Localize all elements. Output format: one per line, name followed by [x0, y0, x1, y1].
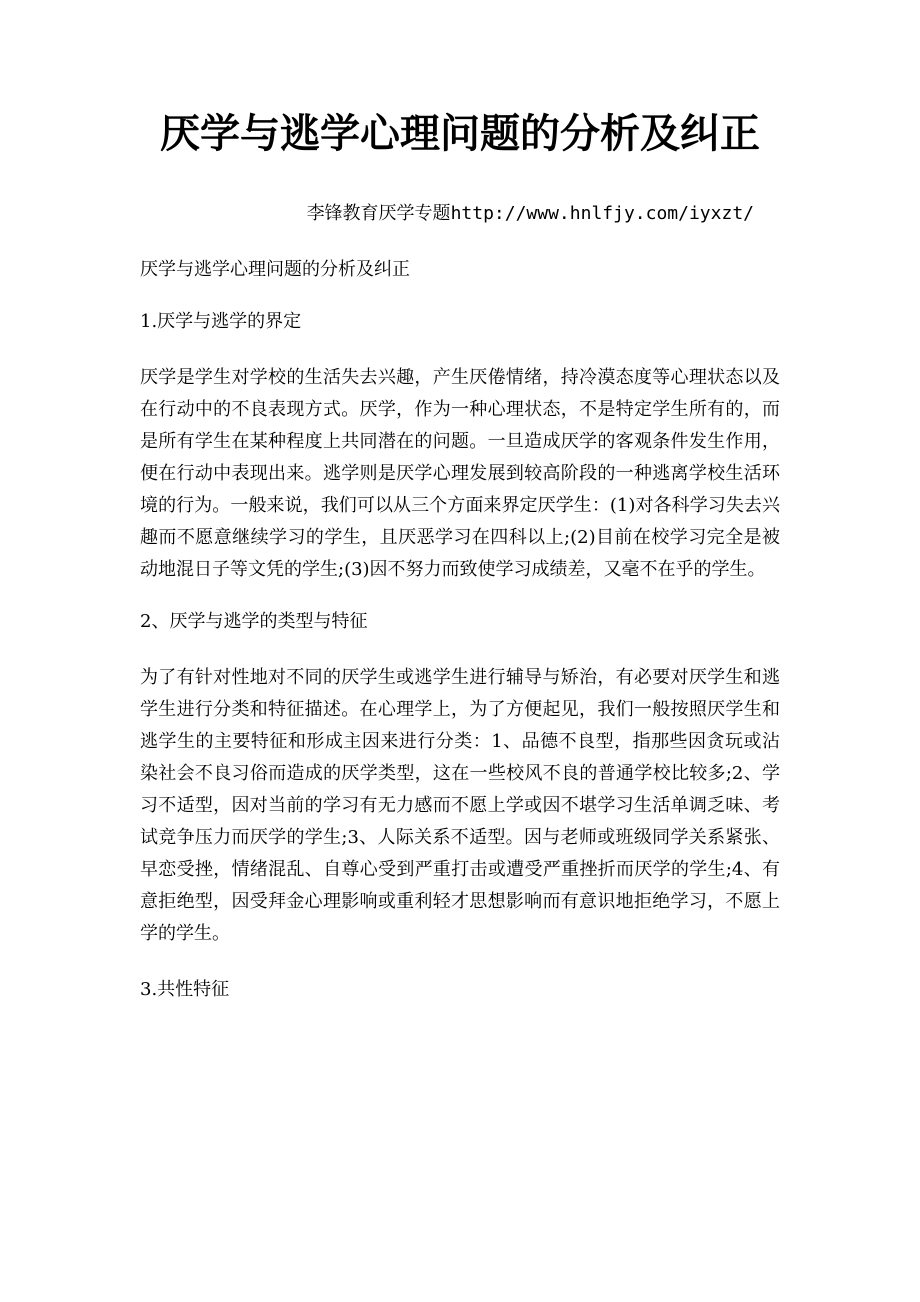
- section-3-heading: 3.共性特征: [140, 979, 230, 1000]
- section-1-body: 厌学是学生对学校的生活失去兴趣，产生厌倦情绪，持冷漠态度等心理状态以及在行动中的不良表现方式。厌学，作为一种心理状态，不是特定学生所有的，而是所有学生在某种程度上共同潜在的问题。一旦造成厌学的客观条件发生作用，便在行动中表现出来。逃学则是厌学心理发展到较高阶段的一种逃离学校生活环境的行为。一般来说，我们可以从三个方面来界定厌学生：(1)对各科学习失去兴趣而不愿意继续学习的学生，且厌恶学习在四科以上;(2)目前在校学习完全是被动地混日子等文凭的学生;(3)因不努力而致使学习成绩差，又毫不在乎的学生。: [140, 367, 780, 580]
- document-title: 厌学与逃学心理问题的分析及纠正: [160, 110, 760, 157]
- document-subtitle: 厌学与逃学心理问题的分析及纠正: [140, 259, 410, 280]
- section-1-heading: 1.厌学与逃学的界定: [140, 311, 302, 332]
- source-label: 李锋教育厌学专题: [306, 203, 451, 224]
- section-2-heading: 2、厌学与逃学的类型与特征: [140, 611, 368, 632]
- section-2-body: 为了有针对性地对不同的厌学生或逃学生进行辅导与矫治，有必要对厌学生和逃学生进行分类和特征描述。在心理学上，为了方便起见，我们一般按照厌学生和逃学生的主要特征和形成主因来进行分类：1、品德不良型，指那些因贪玩或沾染社会不良习俗而造成的厌学类型，这在一些校风不良的普通学校比较多;2、学习不适型，因对当前的学习有无力感而不愿上学或因不堪学习生活单调乏味、考试竞争压力而厌学的学生;3、人际关系不适型。因与老师或班级同学关系紧张、早恋受挫，情绪混乱、自尊心受到严重打击或遭受严重挫折而厌学的学生;4、有意拒绝型，因受拜金心理影响或重利轻才思想影响而有意识地拒绝学习，不愿上学的学生。: [140, 667, 780, 944]
- source-line: [307, 200, 754, 228]
- source-url-link[interactable]: http://www.hnlfjy.com/iyxzt/: [450, 203, 754, 224]
- document-body: [140, 254, 780, 1006]
